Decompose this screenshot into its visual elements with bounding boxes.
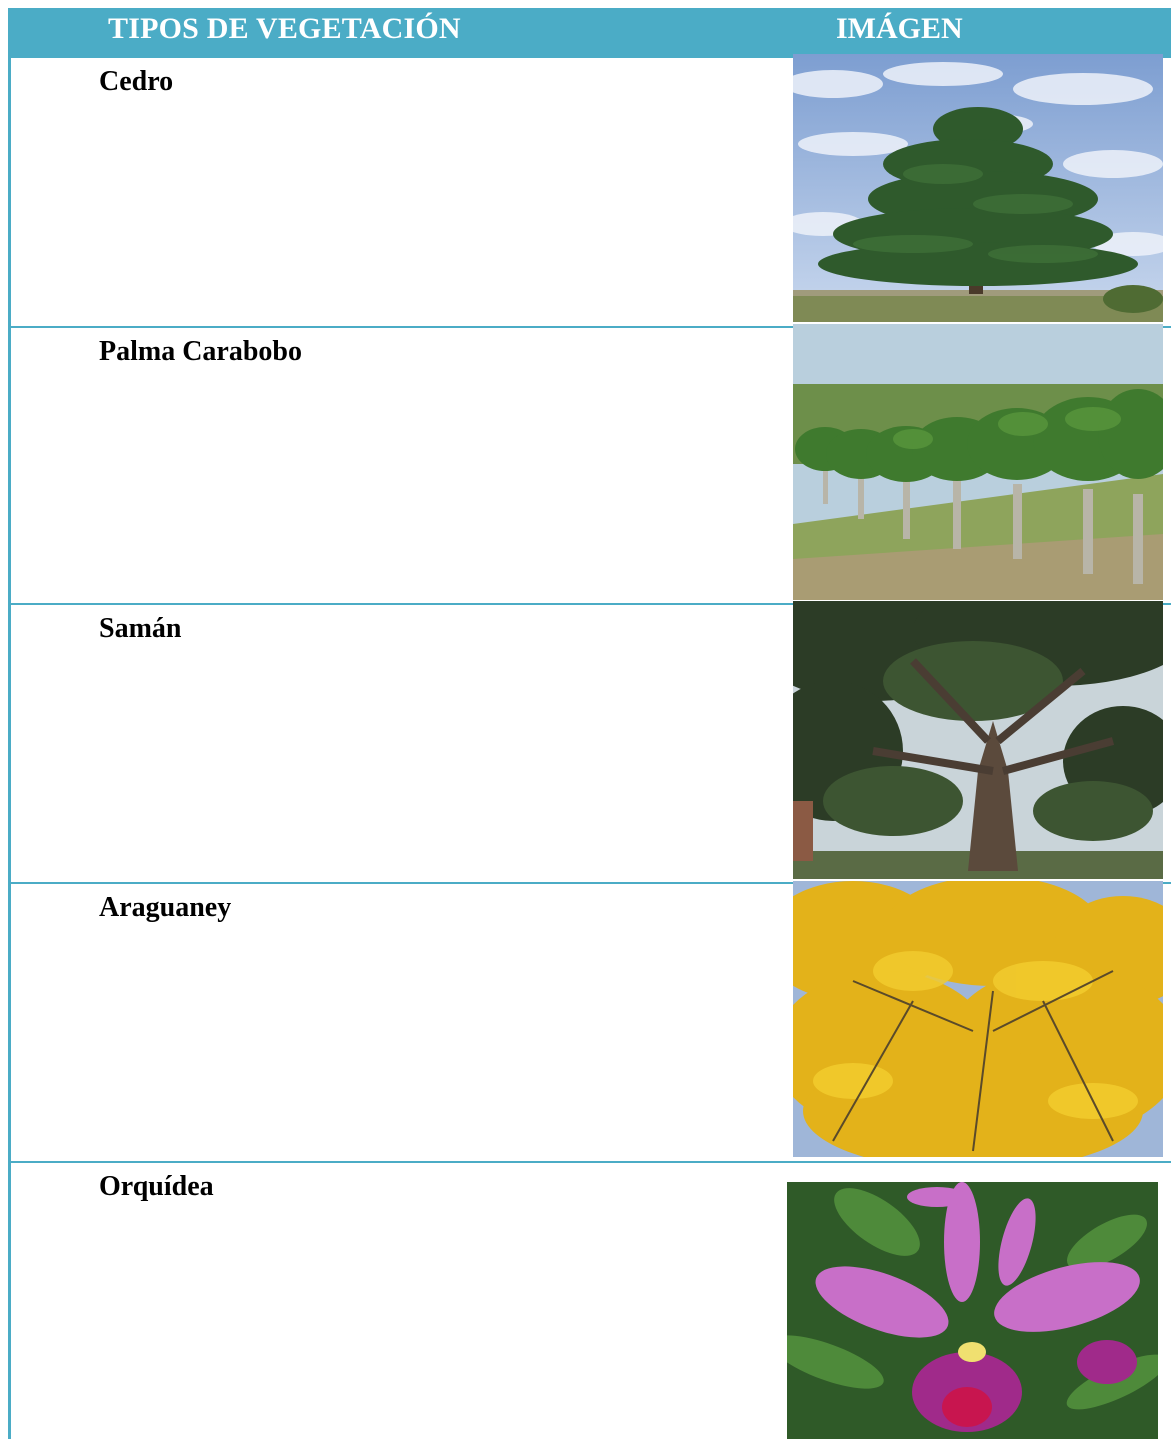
row-label-palma-carabobo: Palma Carabobo [99,336,302,367]
row-label-saman: Samán [99,613,182,644]
saman-tree-photo [793,601,1163,879]
row-label-orquidea: Orquídea [99,1171,214,1202]
header-vegetation-types: TIPOS DE VEGETACIÓN [108,12,461,45]
vegetation-table [8,8,1171,1439]
royal-palm-row-photo [793,324,1163,600]
cedar-tree-photo [793,54,1163,322]
header-image: IMÁGEN [836,12,963,45]
yellow-araguaney-tree-photo [793,881,1163,1157]
row-label-araguaney: Araguaney [99,892,232,923]
row-label-cedro: Cedro [99,66,174,97]
table-header [11,8,1171,58]
pink-orchid-photo [787,1182,1158,1439]
